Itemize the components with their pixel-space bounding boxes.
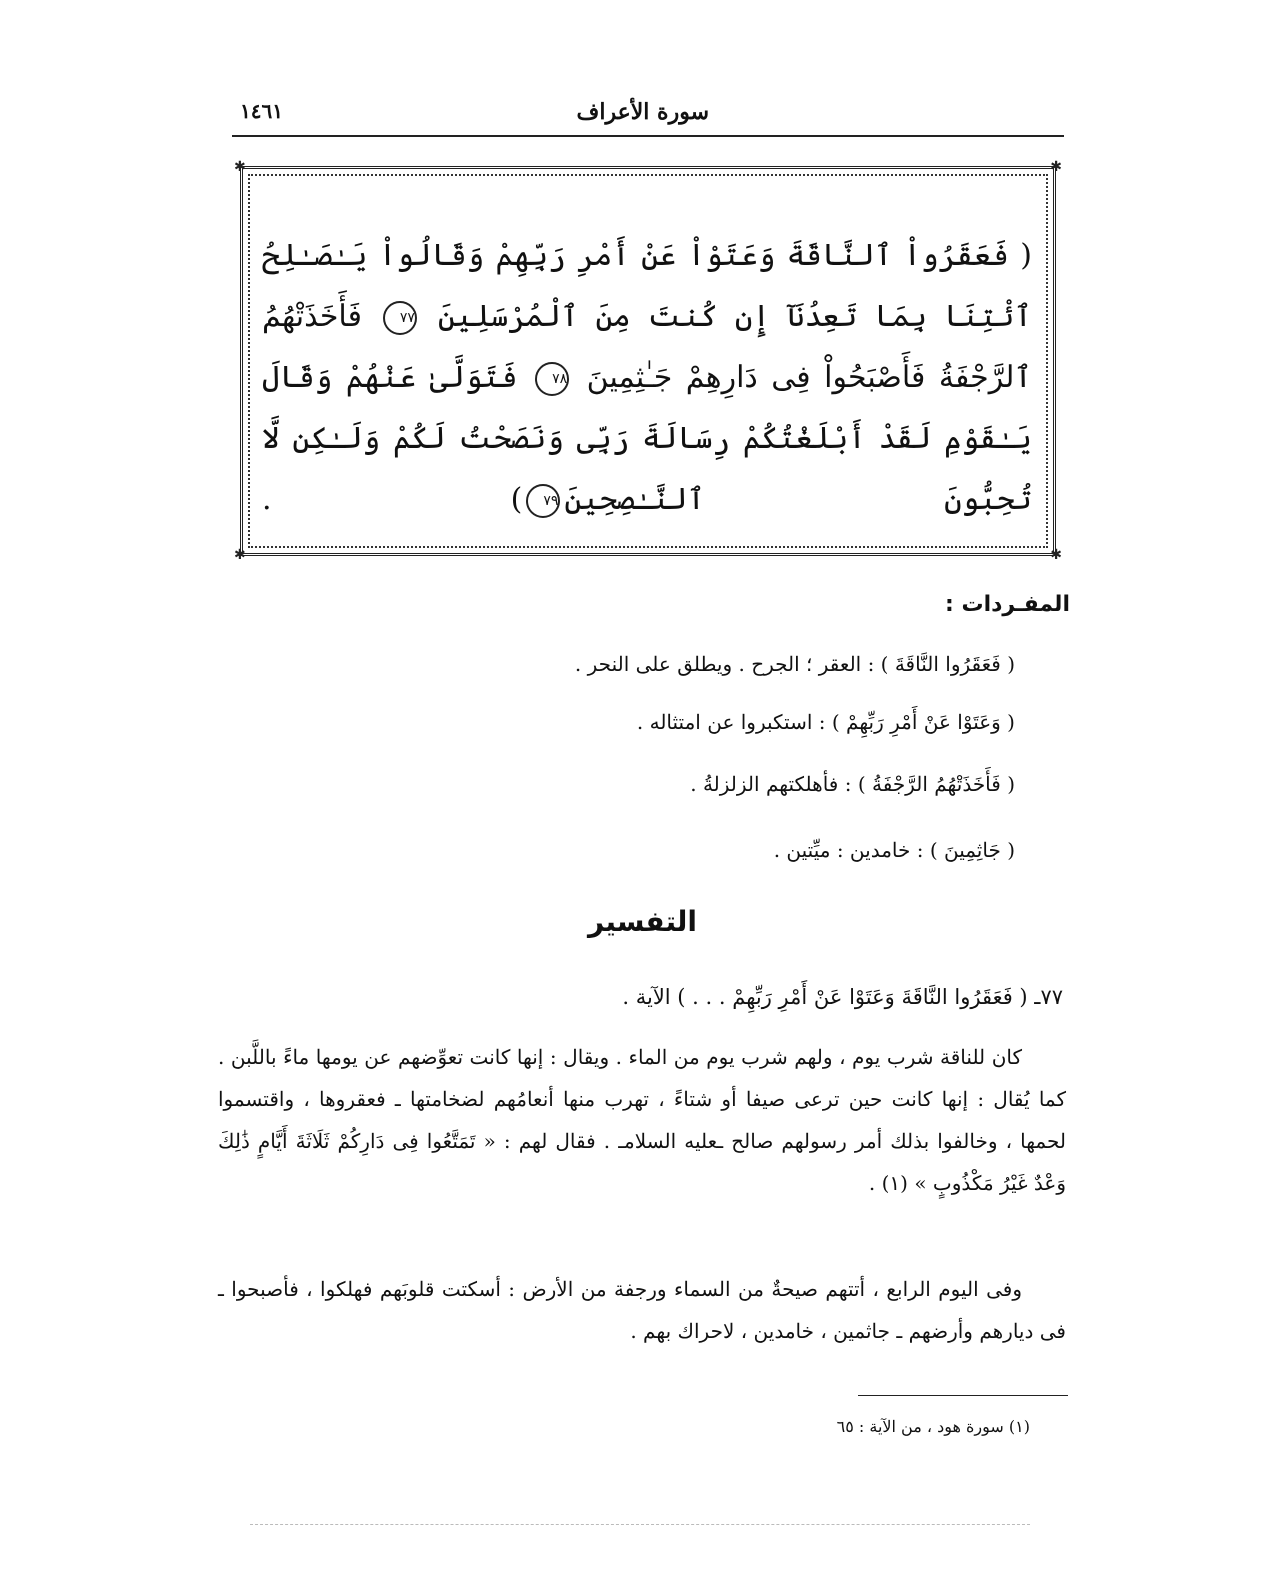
surah-title: سورة الأعراف <box>576 99 709 125</box>
footnote: (١) سورة هود ، من الآية : ٦٥ <box>836 1417 1030 1436</box>
verse-text: فَتَوَلَّىٰ عَنْهُمْ وَقَالَ يَـٰقَوْمِ لَقَدْ أَبْلَغْتُكُمْ رِسَالَةَ رَبِّى وَنَصَحْتُ لَكُمْ وَلَـٰكِن لَّا تُحِبُّونَ ٱلنَّـٰصِحِينَ <box>262 360 1032 517</box>
scan-artifact-line <box>250 1524 1030 1525</box>
paragraph-text: كان للناقة شرب يوم ، ولهم شرب يوم من الماء . ويقال : إنها كانت تعوِّضهم عن يومها ماءً باللَّبن . كما يُقال : إنها كانت حين ترعى صيفا أو شتاءً ، تهرب منها أنعامُهم لضخامتها ـ فعقروها ، واقتسموا لحمها ، وخالفوا بذلك أمر رسولهم صالح ـعليه السلامـ . فقال لهم : « تَمَتَّعُوا فِى دَارِكُمْ ثَلَاثَةَ أَيَّامٍ ذَٰلِكَ وَعْدٌ غَيْرُ مَكْذُوبٍ » (١) . <box>218 1045 1067 1195</box>
quran-verse-text <box>262 225 1032 530</box>
verse-reference: ٧٧ـ ( فَعَقَرُوا النَّاقَةَ وَعَتَوْا عَنْ أَمْرِ رَبِّهِمْ . . . ) الآية . <box>622 985 1063 1009</box>
page-number: ١٤٦١ <box>240 99 283 123</box>
paragraph-text: وفى اليوم الرابع ، أتتهم صيحةٌ من السماء ورجفة من الأرض : أسكتت قلوبَهم فهلكوا ، فأصبحوا ـ فى ديارهم وأرضهم ـ جاثمين ، خامدين ، لاحراك بهم . <box>218 1277 1066 1343</box>
tafsir-paragraph <box>218 1268 1066 1352</box>
vocab-item: ( فَأَخَذَتْهُمُ الرَّجْفَةُ ) : فأهلكتهم الزلزلةُ . <box>690 772 1015 796</box>
star-ornament-icon: ✱ <box>1050 547 1062 563</box>
ayah-number-marker: ٧٩ <box>526 484 560 518</box>
star-ornament-icon: ✱ <box>1050 159 1062 175</box>
star-ornament-icon: ✱ <box>234 547 246 563</box>
tafsir-heading: التفسير <box>587 905 698 938</box>
footnote-rule <box>858 1395 1068 1396</box>
vocab-item: ( جَاثِمِينَ ) : خامدين : ميِّتين . <box>773 838 1015 862</box>
vocab-item: ( وَعَتَوْا عَنْ أَمْرِ رَبِّهِمْ ) : استكبروا عن امتثاله . <box>636 710 1015 734</box>
ayah-number-marker: ٧٨ <box>535 362 569 396</box>
vocab-heading: المفـردات : <box>945 592 1070 617</box>
vocab-item: ( فَعَقَرُوا النَّاقَةَ ) : العقر ؛ الجرح . ويطلق على النحر . <box>574 652 1015 676</box>
header-rule <box>232 135 1064 137</box>
tafsir-paragraph <box>218 1036 1066 1204</box>
page-header <box>232 95 1064 135</box>
star-ornament-icon: ✱ <box>234 159 246 175</box>
verse-closing: ) . <box>262 482 523 517</box>
verse-text: ( فَعَقَرُواْ ٱلنَّاقَةَ وَعَتَوْاْ عَنْ أَمْرِ رَبِّهِمْ وَقَالُواْ يَـٰصَـٰلِحُ ٱئْتِنَا بِمَا تَعِدُنَآ إِن كُنتَ مِنَ ٱلْمُرْسَلِينَ <box>262 238 1032 334</box>
ayah-number-marker: ٧٧ <box>383 301 417 335</box>
verse-text: فَأَخَذَتْهُمُ ٱلرَّجْفَةُ فَأَصْبَحُواْ فِى دَارِهِمْ جَـٰثِمِينَ <box>262 299 1032 395</box>
